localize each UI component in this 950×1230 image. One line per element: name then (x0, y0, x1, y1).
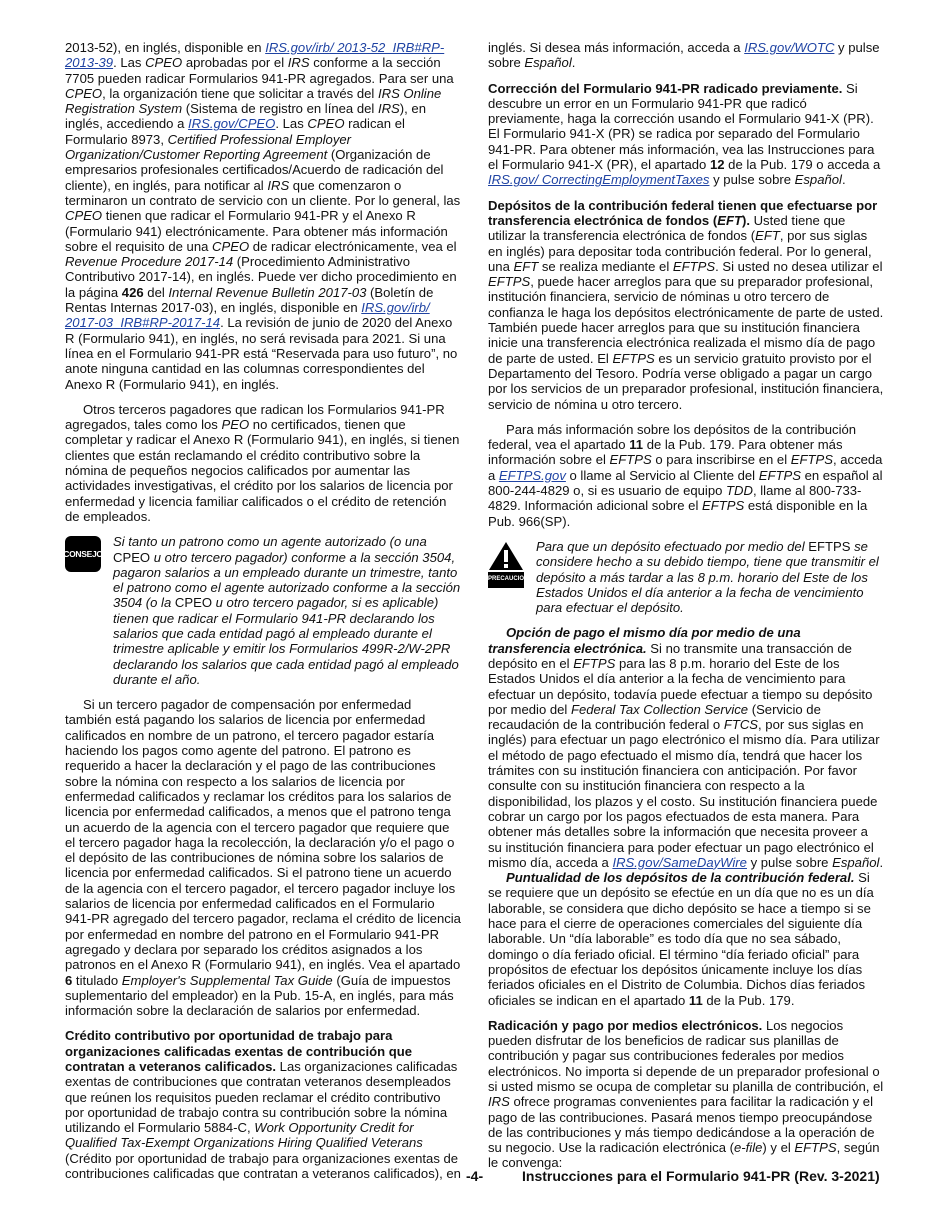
paragraph-eftps-info: Para más información sobre los depósitos de la contribución federal, vea el apartado 11 de la Pub. 179. Para obtener más información sobre el EFTPS o para inscribirse en el EFTPS, acceda a EFTPS.gov o llame al Servicio al Cliente del EFTPS en español al 800-244-4829 o, si es usuario de equipo TDD, llame al 800-733-4829. Información adicional sobre el EFTPS está disponible en la Pub. 966(SP). (488, 421, 883, 529)
link-irs-gov-correctingemploymenttaxes[interactable]: IRS.gov/ CorrectingEmploymentTaxes (488, 172, 710, 188)
page-number: -4- (466, 1168, 484, 1184)
link-irs-gov-cpeo[interactable]: IRS.gov/CPEO (188, 116, 276, 132)
consejo-icon (65, 536, 101, 572)
paragraph-eft-deposits: Depósitos de la contribución federal tienen que efectuarse por transferencia electrónica de fondos (EFT). Usted tiene que utilizar la transferencia electrónica de fondos (EFT, por sus siglas en inglés) para depositar toda contribución federal. Por lo general, una EFT se realiza mediante el EFTPS. Si usted no desea utilizar el EFTPS, puede hacer arreglos para que su preparador profesional, institución financiera, servicio de nóminas u otro tercero de confianza le haga los depósitos electrónicamente de parte de usted. También puede hacer arreglos para que su institución financiera inicie una transferencia electrónica realizada el mismo día de pago de parte de usted. El EFTPS es un servicio gratuito provisto por el Departamento del Tesoro. Podría verse obligado a pagar un cargo por los servicios de un preparador profesional, institución financiera, servicio de nómina u otro tercero. (488, 197, 884, 412)
paragraph-third-party-payers: Otros terceros pagadores que radican los Formularios 941-PR agregados, tales como los PEO no certificados, tienen que completar y radicar el Anexo R (Formulario 941), en inglés, si tienen clientes que están reclamando el crédito contributivo sobre la nómina de pequeños negocios calificados por aumentar las actividades investigativas, el crédito por los salarios de licencia por enfermedad y licencia familiar calificados o el crédito de retención de empleados. (65, 401, 460, 524)
left-column (65, 40, 461, 1181)
link-irs-gov-wotc[interactable]: IRS.gov/WOTC (744, 40, 835, 55)
paragraph-cpeo: 2013-52), en inglés, disponible en IRS.gov/irb/ 2013-52_IRB#RP-2013-39. Las CPEO aprobadas por el IRS conforme a la sección 7705 pueden radicar Formularios 941-PR agregados. Para ser una CPEO, la organización tiene que solicitar a través del IRS Online Registration System (Sistema de registro en línea del IRS), en inglés, accediendo a IRS.gov/CPEO. Las CPEO radican el Formulario 8973, Certified Professional Employer Organization/Customer Reporting Agreement (Organización de empresarios profesionales certificados/Acuerdo de radicación del cliente), en inglés, para notificar al IRS que comenzaron o terminaron un contrato de servicio con un cliente. Por lo general, las CPEO tienen que radicar el Formulario 941-PR y el Anexo R (Formulario 941) electrónicamente. Para obtener más información sobre el requisito de una CPEO de radicar electrónicamente, vea el Revenue Procedure 2017-14 (Procedimiento Administrativo Contributivo 2017-14), en inglés. Puede ver dicho procedimiento en la página 426 del Internal Revenue Bulletin 2017-03 (Boletín de Rentas Internas 2017-03), en inglés, disponible en IRS.gov/irb/ 2017-03_IRB#RP-2017-14. La revisión de junio de 2020 del Anexo R (Formulario 941), en inglés, no será revisada para 2021. Si una línea en el Formulario 941-PR está “Reservada para uso futuro”, no anote ninguna cantidad en las columnas correspondientes del Anexo R (Formulario 941), en inglés. (65, 40, 461, 392)
link-eftps-gov[interactable]: EFTPS.gov (498, 467, 566, 483)
link-irs-gov-samedaywire[interactable]: IRS.gov/SameDayWire (612, 854, 747, 870)
link-irs-gov-irb-2013-52-irb-rp-2013-39[interactable]: IRS.gov/irb/ 2013-52_IRB#RP-2013-39 (65, 40, 445, 71)
consejo-label: CONSEJO (65, 536, 101, 572)
warning-triangle-icon (488, 541, 524, 571)
tip-text: Si tanto un patrono como un agente autorizado (o una CPEO u otro tercero pagador) conforme a la sección 3504, pagaron salarios a un empleado durante un trimestre, tanto el patrono como el agente autorizado conforme a la sección 3504 (o la CPEO u otro tercero pagador, si es aplicable) tienen que radicar el Formulario 941-PR declarando los salarios que cada entidad pagó al empleado durante el trimestre aplicable y emitir los Formularios 499R-2/W-2PR declarando los salarios que cada entidad pagó al empleado durante el año. (113, 534, 461, 687)
paragraph-work-opportunity-credit: Crédito contributivo por oportunidad de trabajo para organizaciones calificadas exentas de contribución que contratan a veteranos calificados. Las organizaciones calificadas exentas de contribuciones que contratan veteranos desempleados que reúnen los requisitos pueden reclamar el crédito contributivo por oportunidad de trabajo contra su contribución sobre la nómina utilizando el Formulario 5884-C, Work Opportunity Credit for Qualified Tax-Exempt Organizations Hiring Qualified Veterans (Crédito por oportunidad de trabajo para organizaciones exentas de contribuciones calificadas que contratan a veteranos calificados), en (65, 1028, 461, 1182)
paragraph-e-file: Radicación y pago por medios electrónicos. Los negocios pueden disfrutar de los beneficios de radicar sus planillas de contribución y pagar sus contribuciones federales por medios electrónicos. No importa si depende de un preparador profesional o si usted mismo se ocupa de completar su planilla de contribución, el IRS ofrece programas convenientes para facilitar la radicación y el pago de las contribuciones. Pasará menos tiempo preocupándose de las contribuciones y más tiempo dedicándose a la operación de su negocio. Use la radicación electrónica (e-file) y el EFTPS, según le convenga: (488, 1017, 884, 1171)
paragraph-correction: Corrección del Formulario 941-PR radicado previamente. Si descubre un error en un Formulario 941-PR que radicó previamente, haga la corrección usando el Formulario 941-X (PR). El Formulario 941-X (PR) se radica por separado del Formulario 941-PR. Para obtener más información, vea las Instrucciones para el Formulario 941-X (PR), el apartado 12 de la Pub. 179 o acceda a IRS.gov/ CorrectingEmploymentTaxes y pulse sobre Español. (488, 80, 881, 188)
link-irs-gov-irb-2017-03-irb-rp-2017-14[interactable]: IRS.gov/irb/ 2017-03_IRB#RP-2017-14 (65, 300, 430, 331)
caution-label: PRECAUCION (488, 572, 524, 587)
paragraph-timeliness: Puntualidad de los depósitos de la contribución federal. Si se requiere que un depósito se efectúe en un día que no es un día laborable, se considera que dicho depósito se hace a tiempo si se hace para el cierre de operaciones comerciales del siguiente día laborable. Un “día laborable” es todo día que no sea sábado, domingo o día feriado oficial. El término “día feriado oficial” para propósitos de efectuar los depósitos únicamente incluye los días feriados oficiales en el Distrito de Columbia. Dichos días feriados oficiales se indican en el apartado 11 de la Pub. 179. (488, 870, 874, 1008)
tip-note (65, 534, 461, 687)
caution-note (488, 539, 884, 615)
caution-text: Para que un depósito efectuado por medio del EFTPS se considere hecho a su debido tiempo, tiene que transmitir el depósito a más tardar a las 8 p.m. horario del Este de los Estados Unidos el día anterior a la fecha de vencimiento para efectuar el depósito. (536, 538, 879, 616)
paragraph-sick-pay-agent: Si un tercero pagador de compensación por enfermedad también está pagando los salarios de licencia por enfermedad calificados en nombre de un patrono, el tercero pagador estaría haciendo los pagos como agente del patrono. El patrono es requerido a hacer la declaración y el pago de las contribuciones sobre la nómina con respecto a los salarios de licencia por enfermedad calificados y reclamar los créditos para los salarios de licencia por enfermedad calificados, a menos que el patrono tenga un acuerdo de la agencia con el tercero pagador que requiere que el tercero pagador haga la recolección, la declaración y/o el pago o el depósito de las contribuciones de nómina sobre los salarios de licencia por enfermedad calificados. Si el patrono tiene un acuerdo de la agencia con el tercero pagador, el tercero pagador incluye los salarios de licencia por enfermedad calificados en el Formulario 941-PR agregado del tercero pagador, reclama el crédito de licencia por enfermedad en nombre del patrono en el Formulario 941-PR agregado y declara por separado los créditos asignados a los patronos en el Anexo R (Formulario 941), en inglés. Vea el apartado 6 titulado Employer's Supplemental Tax Guide (Guía de impuestos suplementario del empleador) en la Pub. 15-A, en inglés, para más información sobre la declaración de salarios por enfermedad. (65, 697, 461, 1019)
paragraph-wotc: inglés. Si desea más información, acceda a IRS.gov/WOTC y pulse sobre Español. (488, 40, 880, 71)
caution-icon (488, 541, 529, 588)
paragraph-same-day-wire: Opción de pago el mismo día por medio de una transferencia electrónica. Si no transmite una transacción de depósito en el EFTPS para las 8 p.m. horario del Este de los Estados Unidos el día anterior a la fecha de vencimiento para efectuar un depósito, todavía puede efectuar a tiempo su depósito por medio del Federal Tax Collection Service (Servicio de recaudación de la contribución federal o FTCS, por sus siglas en inglés) para efectuar un pago electrónico el mismo día. Para utilizar el método de pago efectuado el mismo día, tendrá que hacer los trámites con su institución financiera con anticipación. Por favor consulte con su institución financiera con respecto a la disponibilidad, los plazos y el costo. Su institución financiera puede cobrar un cargo por los pagos efectuados de esta manera. Para obtener más detalles sobre la información que necesita proveer a su institución financiera para poder efectuar un pago electrónico el mismo día, acceda a IRS.gov/SameDayWire y pulse sobre Español. (488, 625, 884, 870)
footer-title: Instrucciones para el Formulario 941-PR (Rev. 3-2021) (522, 1168, 880, 1184)
right-column (488, 40, 884, 1171)
